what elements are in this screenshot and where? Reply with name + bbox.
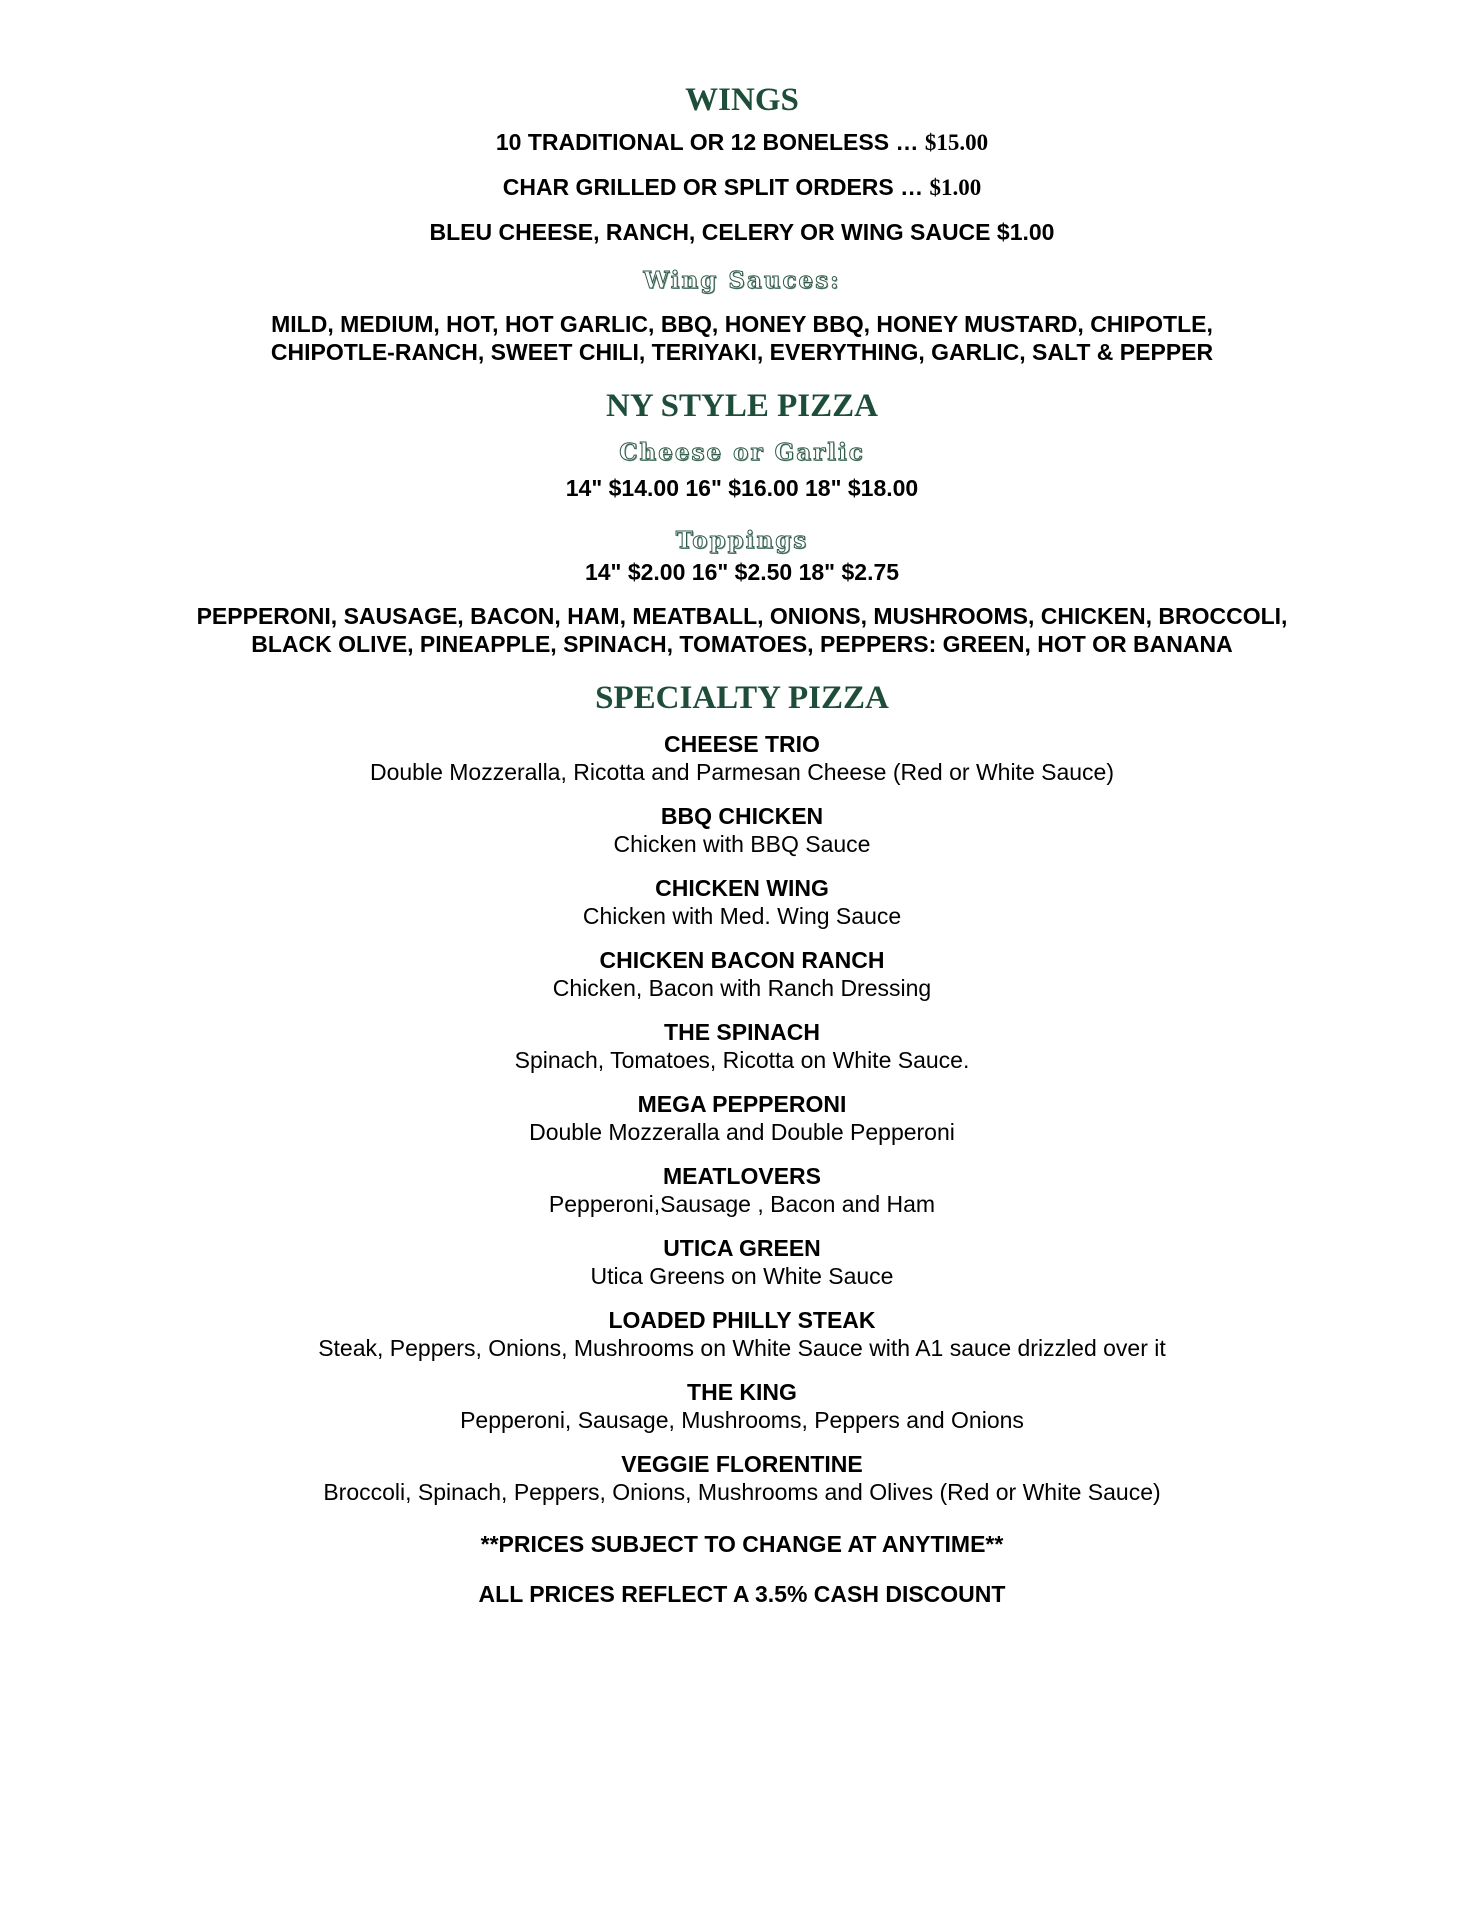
specialty-item-name: CHEESE TRIO <box>664 731 820 757</box>
wing-sauces-heading: Wing Sauces: <box>643 267 841 294</box>
specialty-item <box>0 1234 1484 1290</box>
specialty-item <box>0 802 1484 858</box>
specialty-item <box>0 874 1484 930</box>
specialty-item-desc: Broccoli, Spinach, Peppers, Onions, Mushrooms and Olives (Red or White Sauce) <box>323 1479 1161 1505</box>
specialty-item-desc: Pepperoni, Sausage, Mushrooms, Peppers and Onions <box>460 1407 1024 1433</box>
toppings-list-line-2: BLACK OLIVE, PINEAPPLE, SPINACH, TOMATOES, PEPPERS: GREEN, HOT OR BANANA <box>251 631 1233 657</box>
specialty-item-name: THE SPINACH <box>664 1019 820 1045</box>
specialty-item-desc: Chicken, Bacon with Ranch Dressing <box>552 975 932 1001</box>
specialty-item-desc: Steak, Peppers, Onions, Mushrooms on White Sauce with A1 sauce drizzled over it <box>318 1335 1166 1361</box>
specialty-item-desc: Chicken with BBQ Sauce <box>613 831 871 857</box>
specialty-item-desc: Utica Greens on White Sauce <box>590 1263 894 1289</box>
specialty-item-desc: Double Mozzeralla and Double Pepperoni <box>529 1119 955 1145</box>
wings-title: WINGS <box>685 82 799 118</box>
char-grilled-text: CHAR GRILLED OR SPLIT ORDERS … <box>502 174 930 200</box>
char-grilled-line <box>0 173 1484 202</box>
specialty-item-name: THE KING <box>687 1379 797 1405</box>
cash-discount-note: ALL PRICES REFLECT A 3.5% CASH DISCOUNT <box>478 1581 1006 1607</box>
specialty-item <box>0 1450 1484 1506</box>
specialty-item-desc: Double Mozzeralla, Ricotta and Parmesan Cheese (Red or White Sauce) <box>369 759 1115 785</box>
specialty-item-desc: Pepperoni,Sausage , Bacon and Ham <box>548 1191 936 1217</box>
specialty-item-name: CHICKEN BACON RANCH <box>599 947 885 973</box>
specialty-item-name: CHICKEN WING <box>655 875 829 901</box>
specialty-item-desc: Chicken with Med. Wing Sauce <box>582 903 902 929</box>
wings-price-value: $15.00 <box>924 130 989 155</box>
specialty-item <box>0 1090 1484 1146</box>
toppings-list-line-1: PEPPERONI, SAUSAGE, BACON, HAM, MEATBALL, ONIONS, MUSHROOMS, CHICKEN, BROCCOLI, <box>196 603 1288 629</box>
specialty-item-name: LOADED PHILLY STEAK <box>608 1307 876 1333</box>
specialty-item <box>0 1162 1484 1218</box>
wing-sauces-line-2: CHIPOTLE-RANCH, SWEET CHILI, TERIYAKI, EVERYTHING, GARLIC, SALT & PEPPER <box>270 339 1214 365</box>
specialty-pizza-title: SPECIALTY PIZZA <box>595 680 889 716</box>
wing-extras-line: BLEU CHEESE, RANCH, CELERY OR WING SAUCE $1.00 <box>429 219 1055 245</box>
char-grilled-price: $1.00 <box>929 175 982 200</box>
specialty-item <box>0 946 1484 1002</box>
specialty-item <box>0 1306 1484 1362</box>
wings-price-text: 10 TRADITIONAL OR 12 BONELESS … <box>495 129 925 155</box>
specialty-item-name: VEGGIE FLORENTINE <box>621 1451 863 1477</box>
toppings-prices: 14" $2.00 16" $2.50 18" $2.75 <box>584 559 900 585</box>
cheese-garlic-heading: Cheese or Garlic <box>619 439 865 466</box>
wing-sauces-line-1: MILD, MEDIUM, HOT, HOT GARLIC, BBQ, HONEY BBQ, HONEY MUSTARD, CHIPOTLE, <box>271 311 1213 337</box>
wings-price-line <box>0 128 1484 157</box>
specialty-item-name: MEGA PEPPERONI <box>637 1091 847 1117</box>
cheese-prices: 14" $14.00 16" $16.00 18" $18.00 <box>565 475 919 501</box>
specialty-item-name: UTICA GREEN <box>663 1235 821 1261</box>
prices-change-note: **PRICES SUBJECT TO CHANGE AT ANYTIME** <box>480 1531 1004 1557</box>
specialty-list <box>0 730 1484 1506</box>
specialty-item <box>0 1378 1484 1434</box>
specialty-item <box>0 1018 1484 1074</box>
specialty-item-desc: Spinach, Tomatoes, Ricotta on White Sauce. <box>514 1047 970 1073</box>
specialty-item-name: MEATLOVERS <box>662 1163 822 1189</box>
ny-pizza-title: NY STYLE PIZZA <box>605 388 878 424</box>
toppings-heading: Toppings <box>675 527 809 554</box>
specialty-item <box>0 730 1484 786</box>
specialty-item-name: BBQ CHICKEN <box>660 803 824 829</box>
